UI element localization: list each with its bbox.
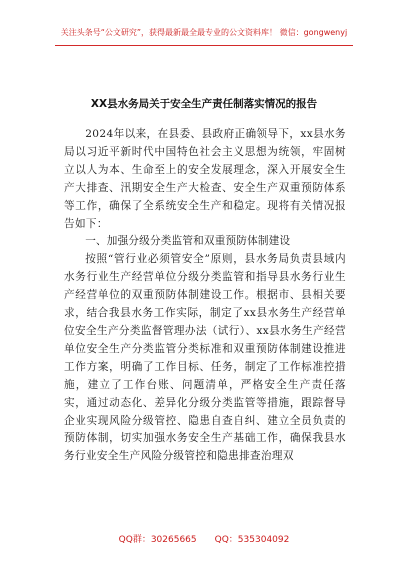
intro-paragraph: 2024年以来，在县委、县政府正确领导下，xx县水务局以习近平新时代中国特色社会主义思想为统领，牢固树立以人为本、生命至上的安全发展理念，深入开展安全生产大排查、汛期安全生产大检查、安全生产双重预防体系等工作，确保了全系统安全生产和稳定。现将有关情况报告如下： — [64, 128, 346, 230]
section-heading: 一、加强分级分类监管和双重预防体制建设 — [85, 235, 291, 248]
header-banner: 关注头条号“公文研究”，获得最新最全最专业的公文资料库！ 微信：gongwenyj — [60, 28, 348, 37]
header-divider — [55, 45, 353, 46]
document-body — [64, 126, 346, 466]
qq-label: QQ：535304092 — [214, 535, 290, 545]
footer-contact — [0, 532, 408, 545]
document-title: XX县水务局关于安全生产责任制落实情况的报告 — [90, 98, 318, 110]
qq-group-label: QQ群：30265665 — [118, 535, 197, 545]
section-paragraph: 按照“管行业必须管安全”原则，县水务局负责县域内水务行业生产经营单位分级分类监管和指导县水务行业生产经营单位的双重预防体制建设工作。根据市、县相关要求，结合我县水务工作实际，制定了xx县水务生产经营单位安全生产分类监督管理办法（试行）、xx县水务生产经营单位安全生产分类监管分类标准和双重预防体制建设推进工作方案，明确了工作目标、任务，制定了工作标准控措施，建立了工作台账、问题清单，严格安全生产责任落实，通过动态化、差异化分级分类监管等措施，跟踪督导企业实现风险分级管控、隐患自查自纠、建立全员负责的预防体制，切实加强水务安全生产基础工作，确保我县水务行业安全生产风险分级管控和隐患排查治理双 — [64, 253, 346, 463]
